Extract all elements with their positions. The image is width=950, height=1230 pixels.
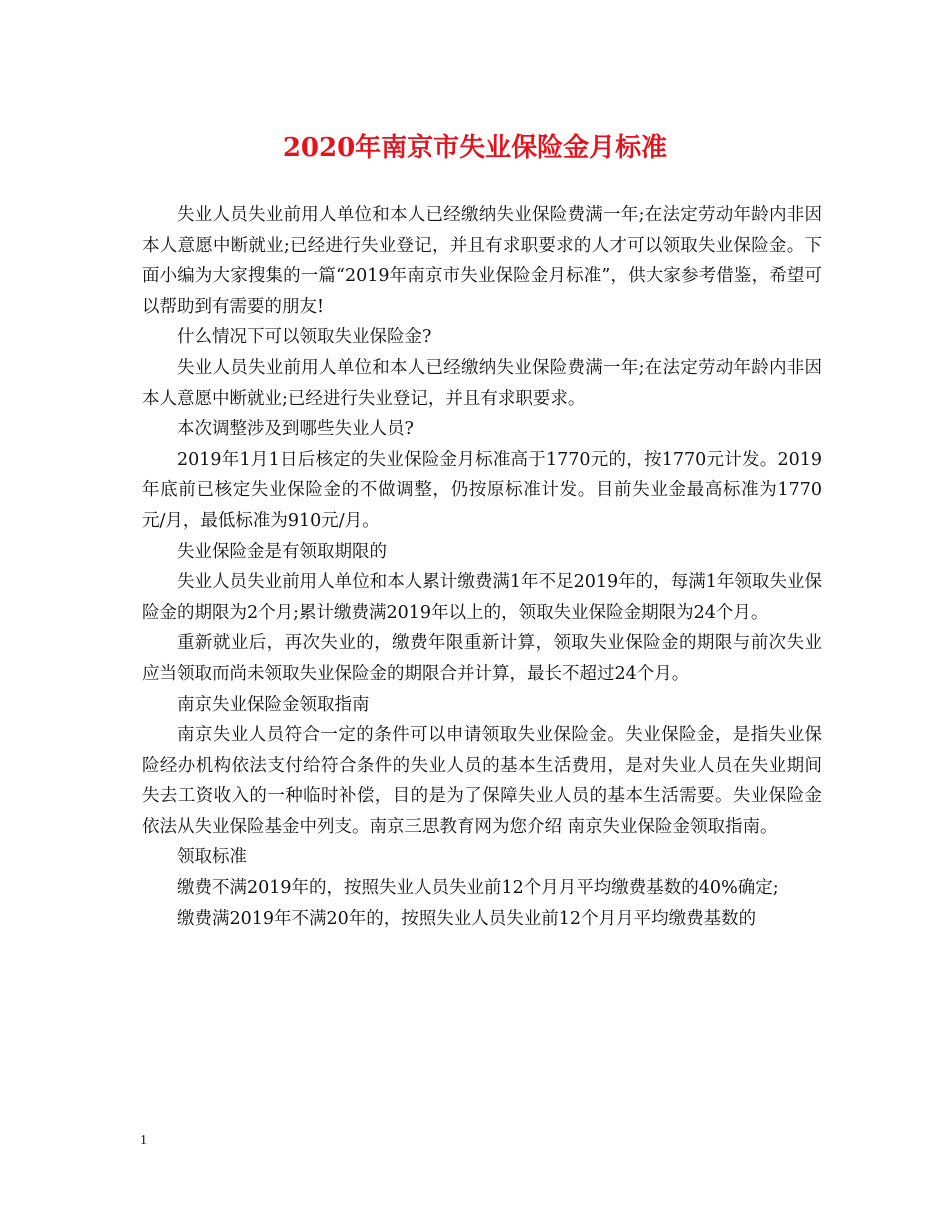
paragraph-guide: 南京失业人员符合一定的条件可以申请领取失业保险金。失业保险金，是指失业保险经办机构依法支付给符合条件的失业人员的基本生活费用，是对失业人员在失业期间失去工资收入的一种临时补偿，目的是为了保障失业人员的基本生活需要。失业保险金依法从失业保险基金中列支。南京三思教育网为您介绍 南京失业保险金领取指南。	[142, 725, 822, 837]
paragraph-period: 失业人员失业前用人单位和本人累计缴费满1年不足2019年的，每满1年领取失业保险金的期限为2个月;累计缴费满2019年以上的，领取失业保险金期限为24个月。	[142, 572, 822, 623]
paragraph-heading-scope: 本次调整涉及到哪些失业人员?	[177, 419, 414, 440]
page-number: 1	[140, 1133, 147, 1148]
paragraph-heading-period: 失业保险金是有领取期限的	[177, 541, 387, 562]
paragraph-reemployment: 重新就业后，再次失业的，缴费年限重新计算，领取失业保险金的期限与前次失业应当领取而尚未领取失业保险金的期限合并计算，最长不超过24个月。	[142, 633, 822, 684]
paragraph-heading-standard: 领取标准	[177, 847, 247, 868]
paragraph-standard-2: 缴费满2019年不满20年的，按照失业人员失业前12个月月平均缴费基数的	[177, 908, 757, 929]
paragraph-standard-1: 缴费不满2019年的，按照失业人员失业前12个月月平均缴费基数的40%确定;	[177, 878, 779, 899]
paragraph-scope: 2019年1月1日后核定的失业保险金月标准高于1770元的，按1770元计发。2019年底前已核定失业保险金的不做调整，仍按原标准计发。目前失业金最高标准为1770元/月，最低标准为910元/月。	[142, 449, 822, 531]
document-body	[142, 200, 822, 934]
paragraph-heading-guide: 南京失业保险金领取指南	[177, 694, 370, 715]
paragraph-intro: 失业人员失业前用人单位和本人已经缴纳失业保险费满一年;在法定劳动年龄内非因本人意愿中断就业;已经进行失业登记，并且有求职要求的人才可以领取失业保险金。下面小编为大家搜集的一篇“2019年南京市失业保险金月标准”，供大家参考借鉴，希望可以帮助到有需要的朋友!	[142, 205, 822, 317]
document-title: 2020年南京市失业保险金月标准	[282, 133, 668, 163]
paragraph-heading-conditions: 什么情况下可以领取失业保险金?	[177, 327, 432, 348]
paragraph-conditions: 失业人员失业前用人单位和本人已经缴纳失业保险费满一年;在法定劳动年龄内非因本人意愿中断就业;已经进行失业登记，并且有求职要求。	[142, 357, 822, 409]
